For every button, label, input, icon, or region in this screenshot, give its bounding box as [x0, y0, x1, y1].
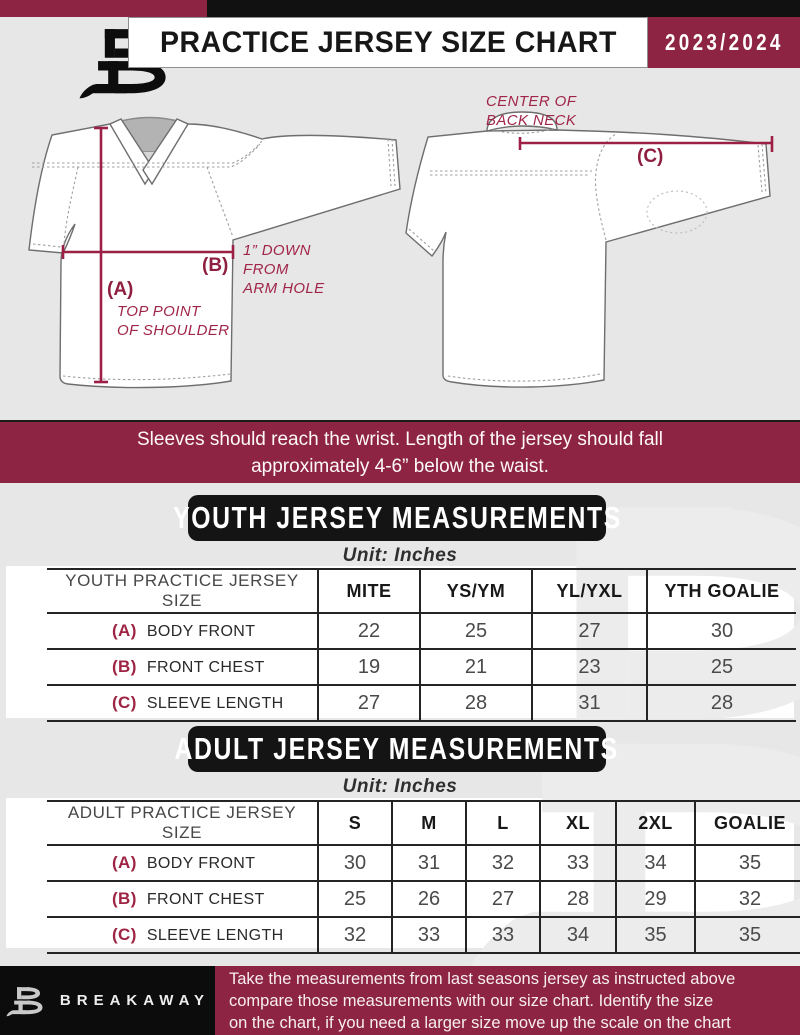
note-line: approximately 4-6” below the waist. [251, 456, 549, 477]
footer [0, 966, 800, 1035]
table-header-row [47, 569, 796, 613]
youth-section-title: YOUTH JERSEY MEASUREMENTS [172, 500, 622, 535]
note-line: Sleeves should reach the wrist. Length of the jersey should fall [137, 429, 663, 450]
table-row [47, 881, 800, 917]
measurement-value: 25 [647, 649, 796, 685]
measurement-key: (C) [112, 693, 137, 712]
measurement-value: 28 [540, 881, 616, 917]
page-title-band [128, 17, 648, 68]
size-column-header: YS/YM [420, 569, 532, 613]
measurement-value: 25 [420, 613, 532, 649]
jersey-front-diagram [29, 118, 400, 388]
measurement-value: 32 [695, 881, 800, 917]
footer-line: on the chart, if you need a larger size move up the scale on the chart [229, 1014, 731, 1032]
caption-line: 1” DOWN [243, 242, 311, 259]
breakaway-b-logo-icon [5, 985, 51, 1017]
measurement-key: (B) [112, 889, 137, 908]
season-badge [648, 17, 800, 68]
measurement-key: (B) [112, 657, 137, 676]
footer-brand-block [0, 966, 215, 1035]
size-column-header: YTH GOALIE [647, 569, 796, 613]
measurement-name: BODY FRONT [146, 855, 256, 872]
adult-size-table [47, 800, 800, 954]
measurement-label [47, 881, 318, 917]
caption-line: FROM [243, 261, 289, 278]
measurement-value: 27 [318, 685, 420, 721]
jersey-back-diagram [406, 112, 772, 387]
measurement-value: 22 [318, 613, 420, 649]
measurement-value: 31 [532, 685, 647, 721]
size-column-header: MITE [318, 569, 420, 613]
youth-section-banner [172, 495, 622, 541]
measurement-label [47, 685, 318, 721]
footer-line: compare those measurements with our size chart. Identify the size [229, 992, 714, 1010]
table-row [47, 685, 796, 721]
table-row [47, 845, 800, 881]
caption-one-inch-down [243, 241, 325, 298]
caption-center-back-neck [486, 92, 576, 130]
measurement-value: 23 [532, 649, 647, 685]
measurement-value: 21 [420, 649, 532, 685]
caption-line: ARM HOLE [243, 280, 325, 297]
footer-line: Take the measurements from last seasons jersey as instructed above [229, 970, 736, 988]
measurement-value: 19 [318, 649, 420, 685]
caption-line: OF SHOULDER [117, 322, 230, 339]
measurement-label [47, 917, 318, 953]
measurement-value: 32 [318, 917, 392, 953]
measurement-value: 27 [532, 613, 647, 649]
adult-section-title: ADULT JERSEY MEASUREMENTS [174, 731, 620, 766]
measurement-key: (A) [112, 853, 137, 872]
size-column-header: GOALIE [695, 801, 800, 845]
measurement-value: 33 [392, 917, 466, 953]
measurement-value: 27 [466, 881, 540, 917]
label-b: (B) [202, 255, 229, 276]
table-header-row [47, 801, 800, 845]
measurement-value: 32 [466, 845, 540, 881]
measurement-value: 28 [647, 685, 796, 721]
label-a: (A) [107, 279, 134, 300]
measurement-name: FRONT CHEST [146, 891, 265, 908]
table-row [47, 917, 800, 953]
table-row-header: ADULT PRACTICE JERSEY SIZE [67, 803, 297, 842]
page-title: PRACTICE JERSEY SIZE CHART [159, 25, 617, 59]
measurement-value: 29 [616, 881, 695, 917]
caption-line: TOP POINT [117, 303, 201, 320]
jersey-diagrams [0, 68, 800, 420]
table-row [47, 649, 796, 685]
measurement-value: 28 [420, 685, 532, 721]
top-maroon-bar [0, 0, 207, 17]
measurement-value: 30 [647, 613, 796, 649]
caption-line: BACK NECK [486, 112, 577, 129]
footer-instructions [215, 966, 800, 1035]
measurement-key: (C) [112, 925, 137, 944]
measurement-label [47, 649, 318, 685]
label-c: (C) [637, 146, 664, 167]
size-column-header: 2XL [616, 801, 695, 845]
fit-note-banner [0, 420, 800, 483]
size-column-header: L [466, 801, 540, 845]
measurement-name: FRONT CHEST [146, 659, 265, 676]
measurement-value: 25 [318, 881, 392, 917]
measurement-value: 33 [466, 917, 540, 953]
size-column-header: M [392, 801, 466, 845]
measurement-value: 34 [540, 917, 616, 953]
youth-size-table [47, 568, 796, 722]
table-row-header: YOUTH PRACTICE JERSEY SIZE [65, 571, 299, 610]
measurement-value: 34 [616, 845, 695, 881]
measurement-value: 35 [695, 917, 800, 953]
youth-unit-label: Unit: Inches [342, 545, 458, 566]
measurement-value: 30 [318, 845, 392, 881]
measurement-value: 35 [616, 917, 695, 953]
adult-section-banner [174, 726, 620, 772]
brand-name: BREAKAWAY [59, 992, 211, 1009]
size-column-header: S [318, 801, 392, 845]
season-label: 2023/2024 [664, 29, 784, 55]
measurement-value: 26 [392, 881, 466, 917]
measurement-value: 33 [540, 845, 616, 881]
measurement-name: BODY FRONT [146, 623, 256, 640]
table-row [47, 613, 796, 649]
size-column-header: XL [540, 801, 616, 845]
measurement-value: 31 [392, 845, 466, 881]
caption-top-point-of-shoulder [117, 302, 229, 340]
size-column-header: YL/YXL [532, 569, 647, 613]
measurement-name: SLEEVE LENGTH [146, 927, 284, 944]
measurement-key: (A) [112, 621, 137, 640]
adult-unit-label: Unit: Inches [342, 776, 458, 797]
measurement-label [47, 613, 318, 649]
measurement-name: SLEEVE LENGTH [146, 695, 284, 712]
measurement-value: 35 [695, 845, 800, 881]
caption-line: CENTER OF [486, 93, 577, 110]
measurement-label [47, 845, 318, 881]
